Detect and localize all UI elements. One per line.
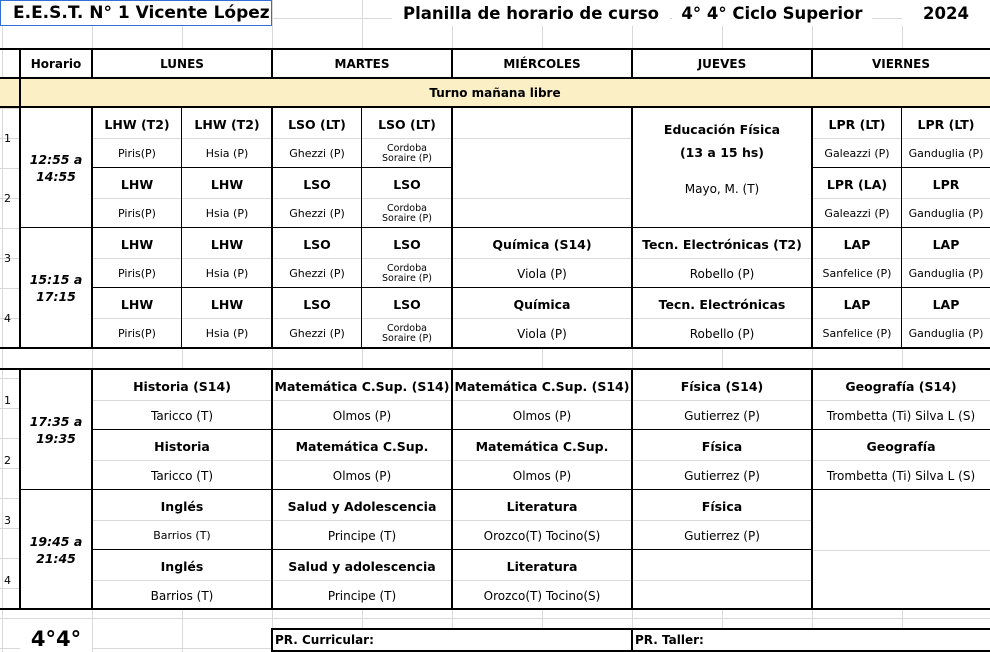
subject-cell: LPR (LT): [917, 116, 975, 132]
teacher-cell: Piris(P): [118, 147, 156, 160]
time-slot: 12:55 a 14:55: [29, 152, 83, 184]
teacher-cell: Ghezzi (P): [289, 207, 345, 220]
subject-cell: Geografía (S14): [845, 378, 957, 394]
teacher-cell: Viola (P): [517, 266, 567, 281]
teacher-cell: Hsia (P): [205, 147, 249, 160]
school-name[interactable]: E.E.S.T. N° 1 Vicente López: [0, 0, 272, 26]
teacher-cell: Hsia (P): [205, 207, 249, 220]
subject-cell: Química (S14): [492, 236, 592, 252]
teacher-cell: Cordoba Soraire (P): [382, 202, 432, 224]
teacher-cell: Cordoba Soraire (P): [382, 322, 432, 344]
subject-cell: LSO: [303, 296, 331, 312]
teacher-cell: Cordoba Soraire (P): [382, 262, 432, 284]
teacher-cell: Barrios (T): [153, 529, 211, 542]
subject-cell: LHW: [210, 296, 244, 312]
subject-cell: Matemática C.Sup. (S14): [454, 378, 630, 394]
subject-cell: LSO: [303, 176, 331, 192]
subject-cell: Literatura: [506, 558, 578, 574]
subject-cell: Historia: [154, 438, 210, 454]
teacher-cell: Principe (T): [327, 528, 397, 543]
teacher-cell: Ghezzi (P): [289, 147, 345, 160]
subject-cell: LHW: [120, 296, 154, 312]
subject-cell: LHW (T2): [194, 116, 260, 132]
teacher-cell: Olmos (P): [332, 468, 392, 483]
teacher-cell: Gutierrez (P): [684, 528, 760, 543]
subject-cell: LHW (T2): [104, 116, 170, 132]
teacher-cell: Piris(P): [118, 207, 156, 220]
subject-cell: LAP: [932, 296, 960, 312]
subject-cell: Historia (S14): [133, 378, 231, 394]
subject-cell: Inglés: [160, 558, 204, 574]
teacher-cell: Taricco (T): [150, 408, 213, 423]
subject-cell: LHW: [120, 176, 154, 192]
subject-cell: LPR (LA): [826, 176, 888, 192]
subject-cell: Matemática C.Sup.: [295, 438, 429, 454]
teacher-cell: Olmos (P): [512, 408, 572, 423]
morning-free-banner: Turno mañana libre: [0, 79, 990, 107]
year-label: 2024: [902, 0, 990, 26]
teacher-cell: Ganduglia (P): [908, 327, 984, 340]
teacher-name: Mayo, M. (T): [684, 182, 760, 196]
teacher-cell: Olmos (P): [332, 408, 392, 423]
teacher-cell: Hsia (P): [205, 327, 249, 340]
subject-cell: LSO: [393, 176, 421, 192]
teacher-cell: Barrios (T): [150, 588, 214, 603]
row-number: 4: [4, 573, 11, 587]
subject-cell: Literatura: [506, 498, 578, 514]
teacher-cell: Principe (T): [327, 588, 397, 603]
teacher-cell: Ganduglia (P): [908, 147, 984, 160]
subject-cell: Geografía: [866, 438, 936, 454]
subject-cell: LPR (LT): [828, 116, 886, 132]
row-number: 1: [4, 131, 11, 145]
subject-cell: LSO: [393, 236, 421, 252]
time-slot: 19:45 a 21:45: [29, 534, 83, 566]
pr-taller-field[interactable]: PR. Taller:: [632, 630, 990, 650]
course-footer: 4°4°: [20, 626, 92, 652]
time-slot: 15:15 a 17:15: [29, 272, 83, 304]
teacher-cell: Viola (P): [517, 326, 567, 341]
course-label: 4° 4° Ciclo Superior: [672, 0, 872, 26]
subject-cell: Matemática C.Sup.: [475, 438, 609, 454]
teacher-cell: Ghezzi (P): [289, 267, 345, 280]
pr-curricular-field[interactable]: PR. Curricular:: [272, 630, 632, 650]
teacher-cell: Olmos (P): [512, 468, 572, 483]
teacher-cell: Piris(P): [118, 267, 156, 280]
subject-cell: Matemática C.Sup. (S14): [274, 378, 450, 394]
subject-cell: LHW: [210, 236, 244, 252]
row-number: 2: [4, 453, 11, 467]
subject-cell: Física: [701, 438, 743, 454]
subject-cell: LAP: [843, 236, 871, 252]
row-number: 2: [4, 191, 11, 205]
teacher-cell: Trombetta (Ti) Silva L (S): [826, 468, 976, 483]
subject-cell: Química: [513, 296, 571, 312]
subject-cell: LHW: [120, 236, 154, 252]
header-jueves: JUEVES: [632, 50, 812, 78]
subject-cell: LSO: [393, 296, 421, 312]
row-number: 3: [4, 251, 11, 265]
header-lunes: LUNES: [92, 50, 272, 78]
subject-cell: Salud y Adolescencia: [287, 498, 437, 514]
time-slot: 17:35 a 19:35: [29, 414, 83, 446]
subject-cell: Física (S14): [680, 378, 764, 394]
teacher-cell: Robello (P): [689, 326, 755, 341]
teacher-cell: Orozco(T) Tocino(S): [483, 528, 601, 543]
teacher-cell: Gutierrez (P): [684, 408, 760, 423]
header-miercoles: MIÉRCOLES: [452, 50, 632, 78]
subject-cell: LAP: [932, 236, 960, 252]
teacher-cell: Galeazzi (P): [824, 147, 890, 160]
teacher-cell: Ghezzi (P): [289, 327, 345, 340]
teacher-cell: Gutierrez (P): [684, 468, 760, 483]
teacher-cell: Galeazzi (P): [824, 207, 890, 220]
row-number: 1: [4, 393, 11, 407]
teacher-cell: Taricco (T): [150, 468, 213, 483]
row-number: 3: [4, 513, 11, 527]
header-viernes: VIERNES: [812, 50, 990, 78]
subject-hours: (13 a 15 hs): [679, 145, 765, 160]
subject-cell: LHW: [210, 176, 244, 192]
teacher-cell: Orozco(T) Tocino(S): [483, 588, 601, 603]
teacher-cell: Trombetta (Ti) Silva L (S): [826, 408, 976, 423]
teacher-cell: Sanfelice (P): [822, 267, 892, 280]
header-horario: Horario: [20, 50, 92, 78]
physical-education-block: [633, 110, 811, 226]
teacher-cell: Sanfelice (P): [822, 327, 892, 340]
sheet-title: Planilla de horario de curso: [392, 0, 670, 26]
subject-cell: LAP: [843, 296, 871, 312]
subject-cell: LSO (LT): [288, 116, 346, 132]
teacher-cell: Cordoba Soraire (P): [382, 142, 432, 164]
subject-cell: Tecn. Electrónicas: [658, 296, 786, 312]
subject-cell: Tecn. Electrónicas (T2): [642, 236, 802, 252]
teacher-cell: Ganduglia (P): [908, 267, 984, 280]
subject-cell: Física: [701, 498, 743, 514]
teacher-cell: Ganduglia (P): [908, 207, 984, 220]
row-number: 4: [4, 311, 11, 325]
teacher-cell: Hsia (P): [205, 267, 249, 280]
subject-cell: LSO (LT): [378, 116, 436, 132]
subject-cell: LPR: [932, 176, 960, 192]
teacher-cell: Piris(P): [118, 327, 156, 340]
teacher-cell: Robello (P): [689, 266, 755, 281]
header-martes: MARTES: [272, 50, 452, 78]
subject-cell: Inglés: [160, 498, 204, 514]
subject-cell: LSO: [303, 236, 331, 252]
subject-cell: Salud y adolescencia: [288, 558, 436, 574]
subject-name: Educación Física: [663, 122, 781, 137]
